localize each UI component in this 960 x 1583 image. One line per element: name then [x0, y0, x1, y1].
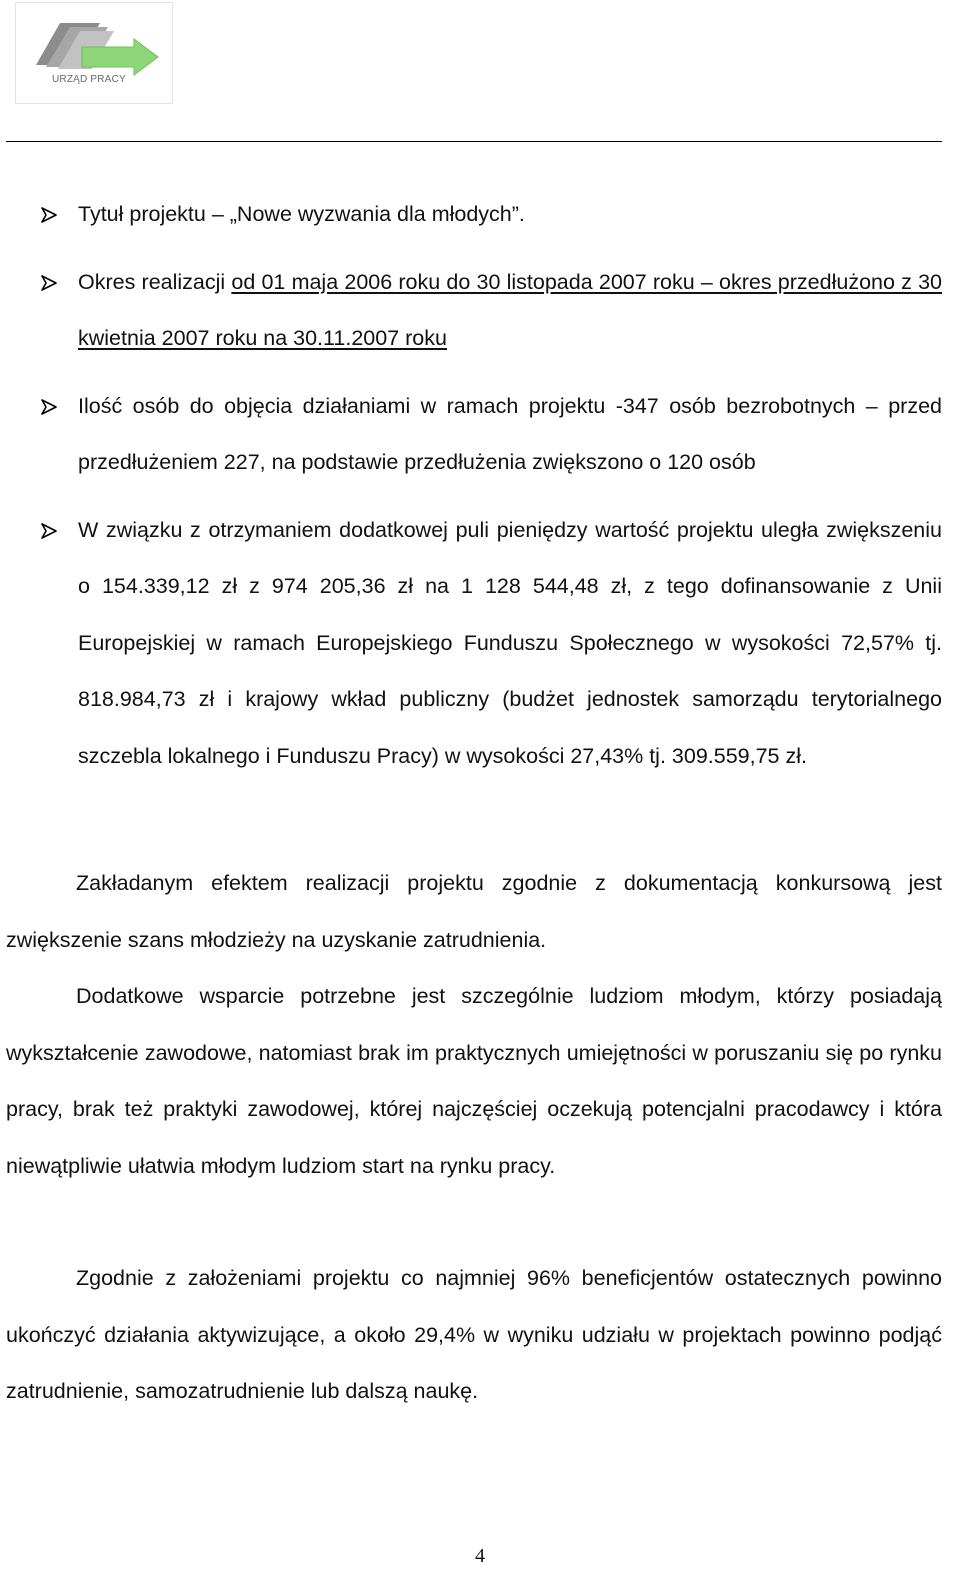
urzad-pracy-logo	[15, 2, 173, 104]
bullet-text: Okres realizacji	[78, 269, 232, 294]
paragraph-project-goals: Zgodnie z założeniami projektu co najmniej 96% beneficjentów ostatecznych powinno ukończyć działania aktywizujące, a około 29,4% w wyniku udziału w projektach powinno podjąć zatrudnienie, samozatrudnienie lub dalszą naukę.	[6, 1266, 942, 1403]
logo-graphic-icon	[16, 3, 172, 103]
bullet-text: Tytuł projektu – „Nowe wyzwania dla młodych”.	[78, 202, 525, 226]
bullet-text-underlined: od 01 maja 2006 roku do 30 listopada 2007 roku – okres przedłużono z 30 kwietnia 2007 roku na 30.11.2007 roku	[78, 269, 942, 350]
bullet-text: Ilość osób do objęcia działaniami w ramach projektu -347 osób bezrobotnych – przed przedłużeniem 227, na podstawie przedłużenia zwiększono o 120 osób	[78, 393, 942, 474]
bullet-item-budget	[0, 502, 960, 785]
arrowhead-bullet-icon	[41, 275, 57, 291]
paragraph-additional-support: Dodatkowe wsparcie potrzebne jest szczególnie ludziom młodym, którzy posiadają wykształcenie zawodowe, natomiast brak im praktycznych umiejętności w poruszaniu się po rynku pracy, brak też praktyki zawodowej, której najczęściej oczekują potencjalni pracodawcy i która niewątpliwie ułatwia młodym ludziom start na rynku pracy.	[6, 984, 942, 1178]
arrowhead-bullet-icon	[41, 207, 57, 223]
bullet-item-participants	[0, 378, 960, 491]
paragraph-expected-effect: Zakładanym efektem realizacji projektu zgodnie z dokumentacją konkursową jest zwiększenie szans młodzieży na uzyskanie zatrudnienia.	[6, 871, 942, 952]
page-number: 4	[475, 1545, 485, 1567]
bullet-item-title	[0, 186, 960, 243]
header-rule	[6, 141, 942, 142]
bullet-list	[0, 186, 960, 795]
logo-text: URZĄD PRACY	[52, 74, 126, 85]
bullet-text: W związku z otrzymaniem dodatkowej puli pieniędzy wartość projektu uległa zwiększeniu o 154.339,12 zł z 974 205,36 zł na 1 128 544,48 zł, z tego dofinansowanie z Unii Europejskiej w ramach Europejskiego Funduszu Społecznego w wysokości 72,57% tj. 818.984,73 zł i krajowy wkład publiczny (budżet jednostek samorządu terytorialnego szczebla lokalnego i Funduszu Pracy) w wysokości 27,43% tj. 309.559,75 zł.	[78, 517, 942, 768]
bullet-item-period	[0, 254, 960, 367]
arrowhead-bullet-icon	[41, 523, 57, 539]
arrowhead-bullet-icon	[41, 399, 57, 415]
